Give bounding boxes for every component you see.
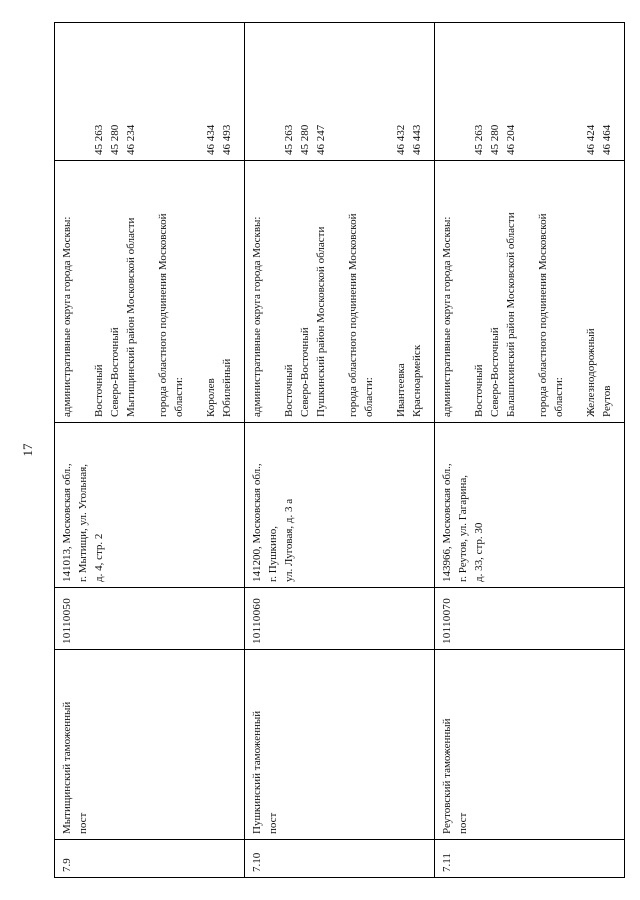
address-line: 141200, Московская обл., xyxy=(251,463,263,582)
region-line: Балашихинский район Московской области xyxy=(505,212,517,417)
okato-code: 45 280 xyxy=(299,124,311,155)
okato-code xyxy=(455,28,471,155)
address-line: г. Пушкино, xyxy=(267,525,279,582)
post-code: 10110060 xyxy=(251,598,263,644)
region-line: административные округа города Москвы: xyxy=(441,216,453,417)
post-name-line: Пушкинский таможенный xyxy=(251,710,263,834)
region-line: города областного подчинения Московской xyxy=(537,213,549,417)
cell-row-number xyxy=(55,840,245,878)
region-line xyxy=(377,166,393,417)
region-line: Восточный xyxy=(283,364,295,417)
region-line xyxy=(139,166,155,417)
region-line: Королев xyxy=(205,378,217,417)
okato-code xyxy=(439,28,455,155)
region-line xyxy=(75,166,91,417)
region-line: Реутов xyxy=(601,385,613,417)
table-row-7-9 xyxy=(55,23,245,878)
okato-code xyxy=(187,28,203,155)
okato-code xyxy=(171,28,187,155)
region-line: города областного подчинения Московской xyxy=(157,213,169,417)
okato-code: 46 204 xyxy=(505,124,517,155)
post-name-line: пост xyxy=(77,812,89,834)
region-line: административные округа города Москвы: xyxy=(251,216,263,417)
address-line: 141013, Московская обл., xyxy=(61,463,73,582)
post-name-line: пост xyxy=(457,812,469,834)
okato-code xyxy=(361,28,377,155)
okato-code xyxy=(567,28,583,155)
cell-okato-codes xyxy=(55,23,245,161)
region-line: Пушкинский район Московской области xyxy=(315,226,327,417)
okato-code xyxy=(59,28,75,155)
okato-code: 45 280 xyxy=(489,124,501,155)
okato-code xyxy=(155,28,171,155)
region-line: области: xyxy=(363,377,375,417)
okato-code: 46 443 xyxy=(411,124,423,155)
okato-code: 46 434 xyxy=(205,124,217,155)
cell-post-code xyxy=(245,588,435,650)
post-code: 10110050 xyxy=(61,598,73,644)
row-number: 7.9 xyxy=(61,858,73,872)
address-line: 143966, Московская обл., xyxy=(441,463,453,582)
okato-code: 45 263 xyxy=(283,124,295,155)
region-line: Мытищинский район Московской области xyxy=(125,217,137,417)
region-line: Северо-Восточный xyxy=(109,327,121,417)
table-row-7-11 xyxy=(435,23,625,878)
region-line xyxy=(519,166,535,417)
address-line: д. 33, стр. 30 xyxy=(473,522,485,582)
page-number: 17 xyxy=(20,443,35,457)
rotated-sheet xyxy=(10,20,630,880)
cell-post-address xyxy=(55,423,245,588)
okato-code: 46 247 xyxy=(315,124,327,155)
region-line xyxy=(329,166,345,417)
okato-code: 45 263 xyxy=(473,124,485,155)
okato-code: 46 493 xyxy=(221,124,233,155)
post-code: 10110070 xyxy=(441,598,453,644)
okato-code xyxy=(139,28,155,155)
row-number: 7.10 xyxy=(251,852,263,872)
region-line xyxy=(265,166,281,417)
okato-code: 46 432 xyxy=(395,124,407,155)
address-line: г. Мытищи, ул. Угольная, xyxy=(77,464,89,582)
row-number: 7.11 xyxy=(441,853,453,872)
cell-okato-codes xyxy=(435,23,625,161)
customs-posts-table xyxy=(54,22,625,878)
okato-code: 45 263 xyxy=(93,124,105,155)
cell-post-name xyxy=(55,650,245,840)
okato-code xyxy=(535,28,551,155)
address-line: ул. Луговая, д. 3 а xyxy=(283,498,295,582)
okato-code: 46 464 xyxy=(601,124,613,155)
okato-code xyxy=(345,28,361,155)
region-line: Юбилейный xyxy=(221,358,233,417)
post-name-line: Мытищинский таможенный xyxy=(61,701,73,834)
okato-code: 46 424 xyxy=(585,124,597,155)
cell-region-of-activity xyxy=(55,161,245,423)
region-line: Восточный xyxy=(93,364,105,417)
region-line: Восточный xyxy=(473,364,485,417)
cell-region-of-activity xyxy=(245,161,435,423)
cell-row-number xyxy=(245,840,435,878)
region-line: Северо-Восточный xyxy=(489,327,501,417)
region-line xyxy=(455,166,471,417)
address-line: г. Реутов, ул. Гагарина, xyxy=(457,475,469,582)
cell-post-address xyxy=(435,423,625,588)
okato-code: 45 280 xyxy=(109,124,121,155)
region-line xyxy=(567,166,583,417)
okato-code xyxy=(377,28,393,155)
okato-code xyxy=(519,28,535,155)
okato-code xyxy=(75,28,91,155)
post-name-line: Реутовский таможенный xyxy=(441,718,453,834)
region-line: Северо-Восточный xyxy=(299,327,311,417)
post-name-line: пост xyxy=(267,812,279,834)
cell-region-of-activity xyxy=(435,161,625,423)
cell-post-code xyxy=(435,588,625,650)
okato-code: 46 234 xyxy=(125,124,137,155)
region-line xyxy=(187,166,203,417)
okato-code xyxy=(551,28,567,155)
region-line: области: xyxy=(553,377,565,417)
region-line: города областного подчинения Московской xyxy=(347,213,359,417)
cell-post-name xyxy=(245,650,435,840)
cell-row-number xyxy=(435,840,625,878)
cell-okato-codes xyxy=(245,23,435,161)
okato-code xyxy=(249,28,265,155)
region-line: Красноармейск xyxy=(411,344,423,417)
table-row-7-10 xyxy=(245,23,435,878)
cell-post-address xyxy=(245,423,435,588)
cell-post-name xyxy=(435,650,625,840)
okato-code xyxy=(265,28,281,155)
region-line: Железнодорожный xyxy=(585,328,597,417)
region-line: области: xyxy=(173,377,185,417)
cell-post-code xyxy=(55,588,245,650)
address-line: д. 4, стр. 2 xyxy=(93,533,105,582)
okato-code xyxy=(329,28,345,155)
region-line: Ивантеевка xyxy=(395,363,407,417)
region-line: административные округа города Москвы: xyxy=(61,216,73,417)
